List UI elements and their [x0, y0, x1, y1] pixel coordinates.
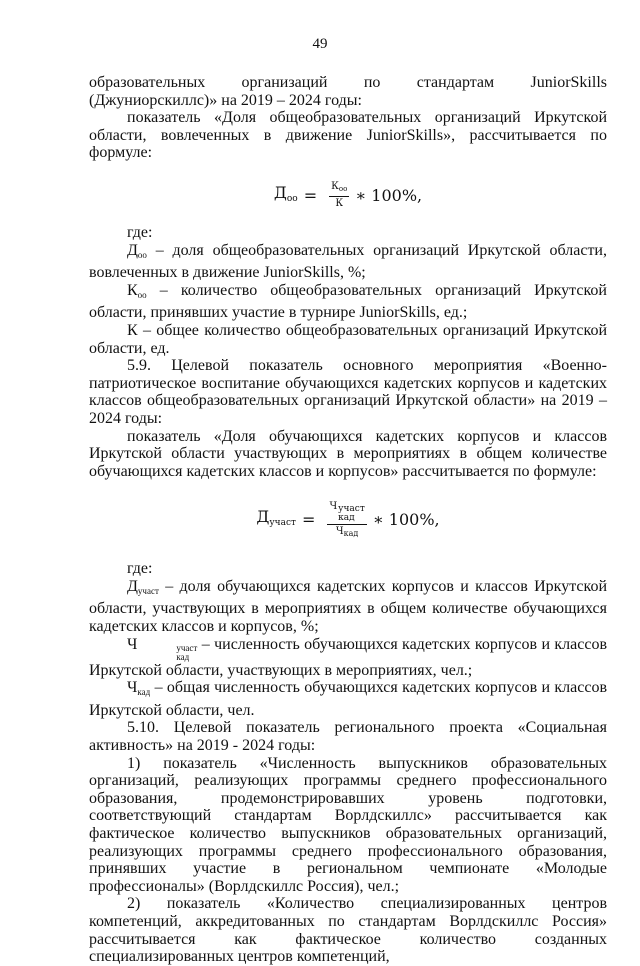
page-number: 49 — [312, 36, 328, 52]
where-label: где: — [127, 560, 153, 578]
formula-multiplier: ∗ 100%, — [372, 510, 440, 530]
definition-count-participants: $К_{оо}$ – количество общеобразовательных организаций Иркутской области, принявших участие в турнире JuniorSkills, ед.; — [89, 281, 607, 322]
formula-fraction — [327, 501, 366, 540]
definition-total-count: К – общее количество общеобразовательных организаций Иркутской области, ед. — [89, 321, 607, 357]
section-5-10-heading: 5.10. Целевой показатель регионального проекта «Социальная активность» на 2019 - 2024 годы: — [89, 719, 607, 755]
section-5-9-heading: 5.9. Целевой показатель основного мероприятия «Военно-патриотическое воспитание обучающихся кадетских корпусов и кадетских классов общеобразовательных организаций Иркутской области» на 2019 – 2024 годы: — [89, 357, 607, 427]
formula-lhs: $Д_{оо}$ — [273, 182, 298, 204]
formula-numerator: $К_{оо}$ — [329, 181, 349, 197]
formula-numerator: Ч участ кад — [329, 500, 365, 523]
where-label: где: — [127, 223, 153, 241]
paragraph-continuation: образовательных организаций по стандартам JuniorSkills (Джуниорскиллс)» на 2019 – 2024 годы: — [89, 74, 607, 109]
formula-equals: = — [303, 186, 318, 206]
formula-lhs: $Д_{участ}$ — [256, 506, 297, 528]
formula-multiplier: ∗ 100%, — [355, 186, 423, 206]
definition-share: $Д_{оо}$ – доля общеобразовательных организаций Иркутской области, вовлеченных в движение JuniorSkills, %; — [89, 241, 607, 282]
paragraph-indicator-juniorskills: показатель «Доля общеобразовательных организаций Иркутской области, вовлеченных в движение JuniorSkills», рассчитывается по формуле: — [89, 109, 607, 162]
indicator-2-competence-centers: 2) показатель «Количество специализированных центров компетенций, аккредитованных по стандартам Ворлдскиллс Россия» рассчитывается как фактическое количество созданных специализированных центров компетенций, — [89, 895, 607, 966]
document-body — [89, 74, 607, 966]
formula-fraction — [329, 181, 349, 210]
formula-denominator: $Ч_{кад}$ — [335, 525, 359, 538]
formula-equals: = — [302, 510, 316, 530]
definition-count-cadets: Ч участ кад – численность обучающихся кадетских корпусов и классов Иркутской области, участвующих в мероприятиях, чел.; — [89, 635, 607, 679]
definition-total-cadets: $Ч_{кад}$ – общая численность обучающихся кадетских корпусов и классов Иркутской области, чел. — [89, 679, 607, 719]
formula-share-organizations — [89, 174, 607, 218]
formula-share-cadets — [89, 494, 607, 546]
indicator-1-graduates: 1) показатель «Численность выпускников образовательных организаций, реализующих программы среднего профессионального образования, продемонстрировавших уровень подготовки, соответствующий стандартам Ворлдскиллс» рассчитывается как фактическое количество выпускников образовательных организаций, реализующих программы среднего профессионального образования, принявших участие в региональном чемпионате «Молодые профессионалы» (Ворлдскиллс Россия), чел.; — [89, 754, 607, 895]
formula-denominator: К — [335, 198, 344, 210]
definition-share-cadets: $Д_{участ}$ – доля обучающихся кадетских корпусов и классов Иркутской области, участвующих в мероприятиях в общем количестве обучающихся кадетских классов и корпусов, %; — [89, 577, 607, 636]
paragraph-indicator-cadets: показатель «Доля обучающихся кадетских корпусов и классов Иркутской области участвующих в мероприятиях в общем количестве обучающихся кадетских классов и корпусов» рассчитывается по формуле: — [89, 427, 607, 480]
